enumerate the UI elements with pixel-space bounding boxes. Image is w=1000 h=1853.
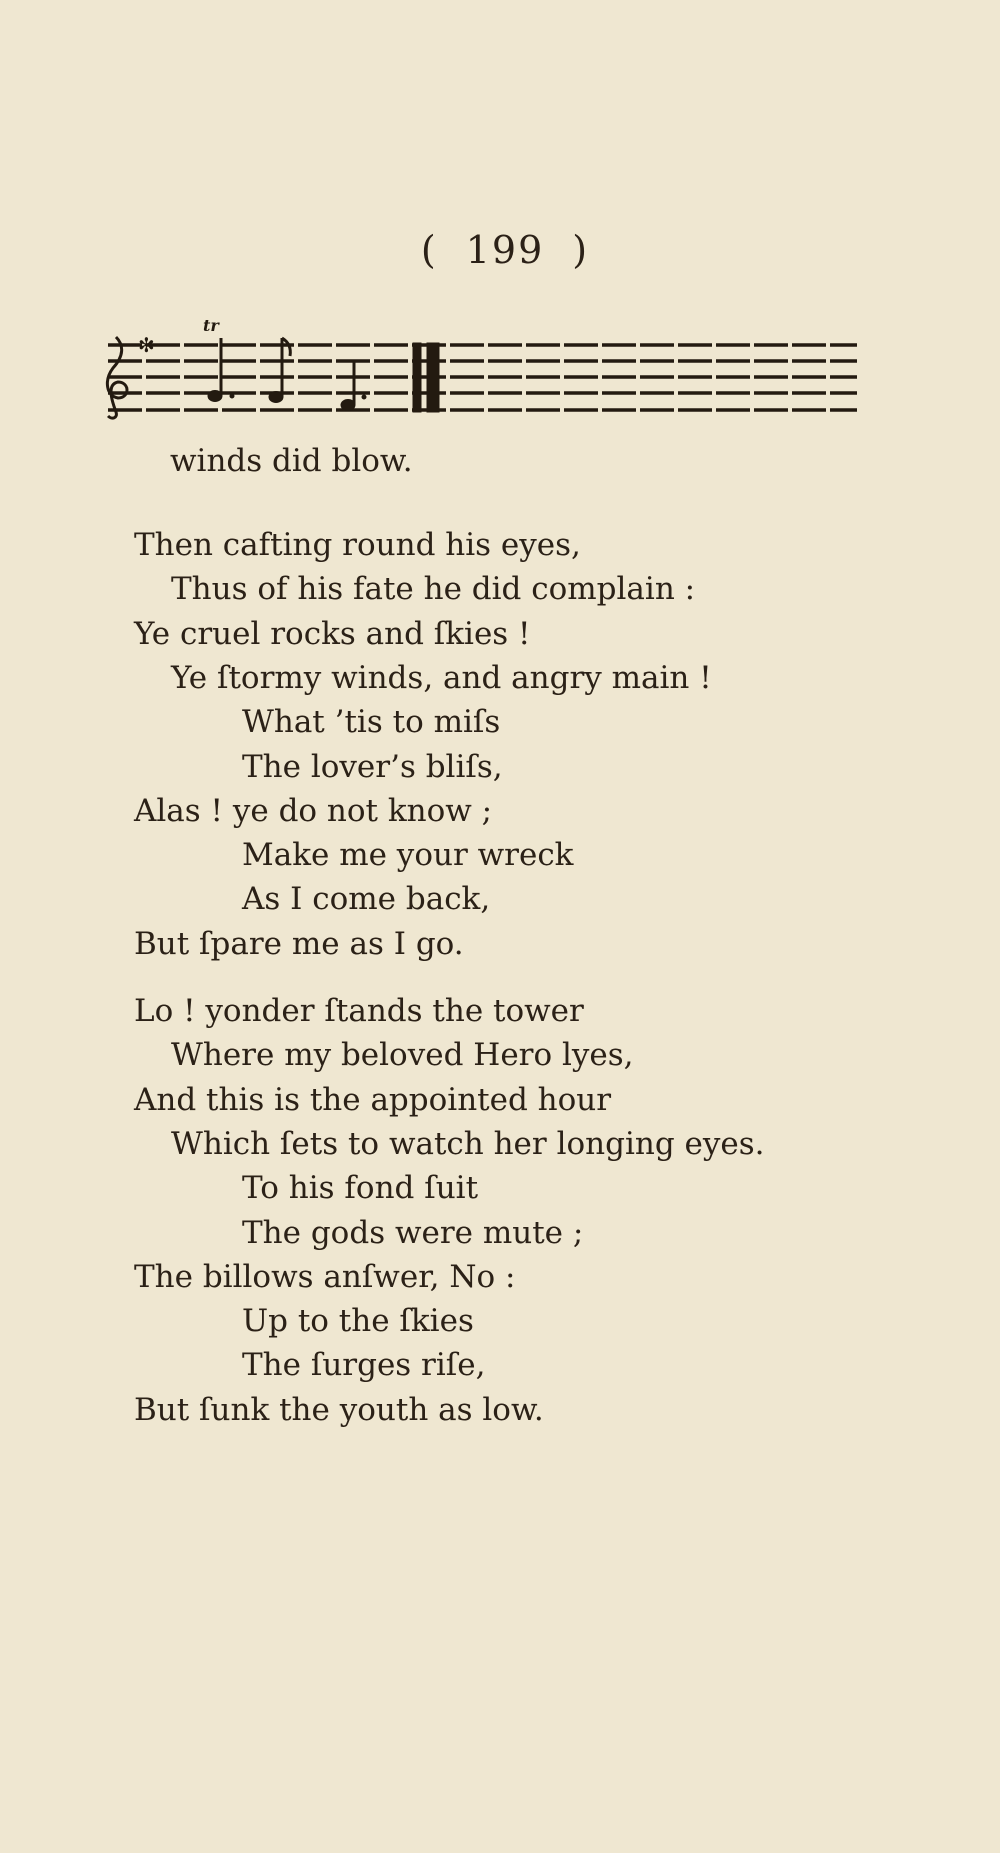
verse-line: Ye cruel rocks and ſkies ! [134,615,531,652]
page-number-value: 199 [465,228,545,272]
verse-line: Then cafting round his eyes, [134,527,581,563]
trill-mark: tr [203,316,219,335]
verse-line: And this is the appointed hour [134,1081,612,1118]
verse-line: The gods were mute ; [242,1214,584,1251]
verse-line: As I come back, [242,881,491,918]
verse-line: Ye ſtormy winds, and angry main ! [171,659,712,696]
verse-line: Thus of his fate he did complain : [171,571,696,608]
verse-line: The lover’s bliſs, [242,748,503,785]
double-bar [413,343,421,412]
verse-line: To his fond ſuit [242,1170,479,1207]
sharp-icon: ✻ [138,333,155,357]
verse-line: The ſurges riſe, [242,1347,486,1384]
paren-open: ( [420,228,438,272]
verse-line: But ſpare me as I go. [134,925,464,962]
paren-close: ) [572,228,590,272]
verse-line: Lo ! yonder ſtands the tower [134,993,584,1029]
verse-line: The billows anſwer, No : [134,1258,516,1295]
verse-line: Where my beloved Hero lyes, [171,1037,634,1074]
verse-line: Which ſets to watch her longing eyes. [171,1125,765,1162]
carryover-line: winds did blow. [170,443,413,479]
verse-line: Up to the ſkies [242,1303,474,1340]
verse-line: But ſunk the youth as low. [134,1391,544,1428]
verse-line: What ’tis to miſs [242,704,501,741]
verse-line: Make me your wreck [242,837,574,874]
music-staff [0,0,1000,460]
verse-line: Alas ! ye do not know ; [134,792,493,829]
